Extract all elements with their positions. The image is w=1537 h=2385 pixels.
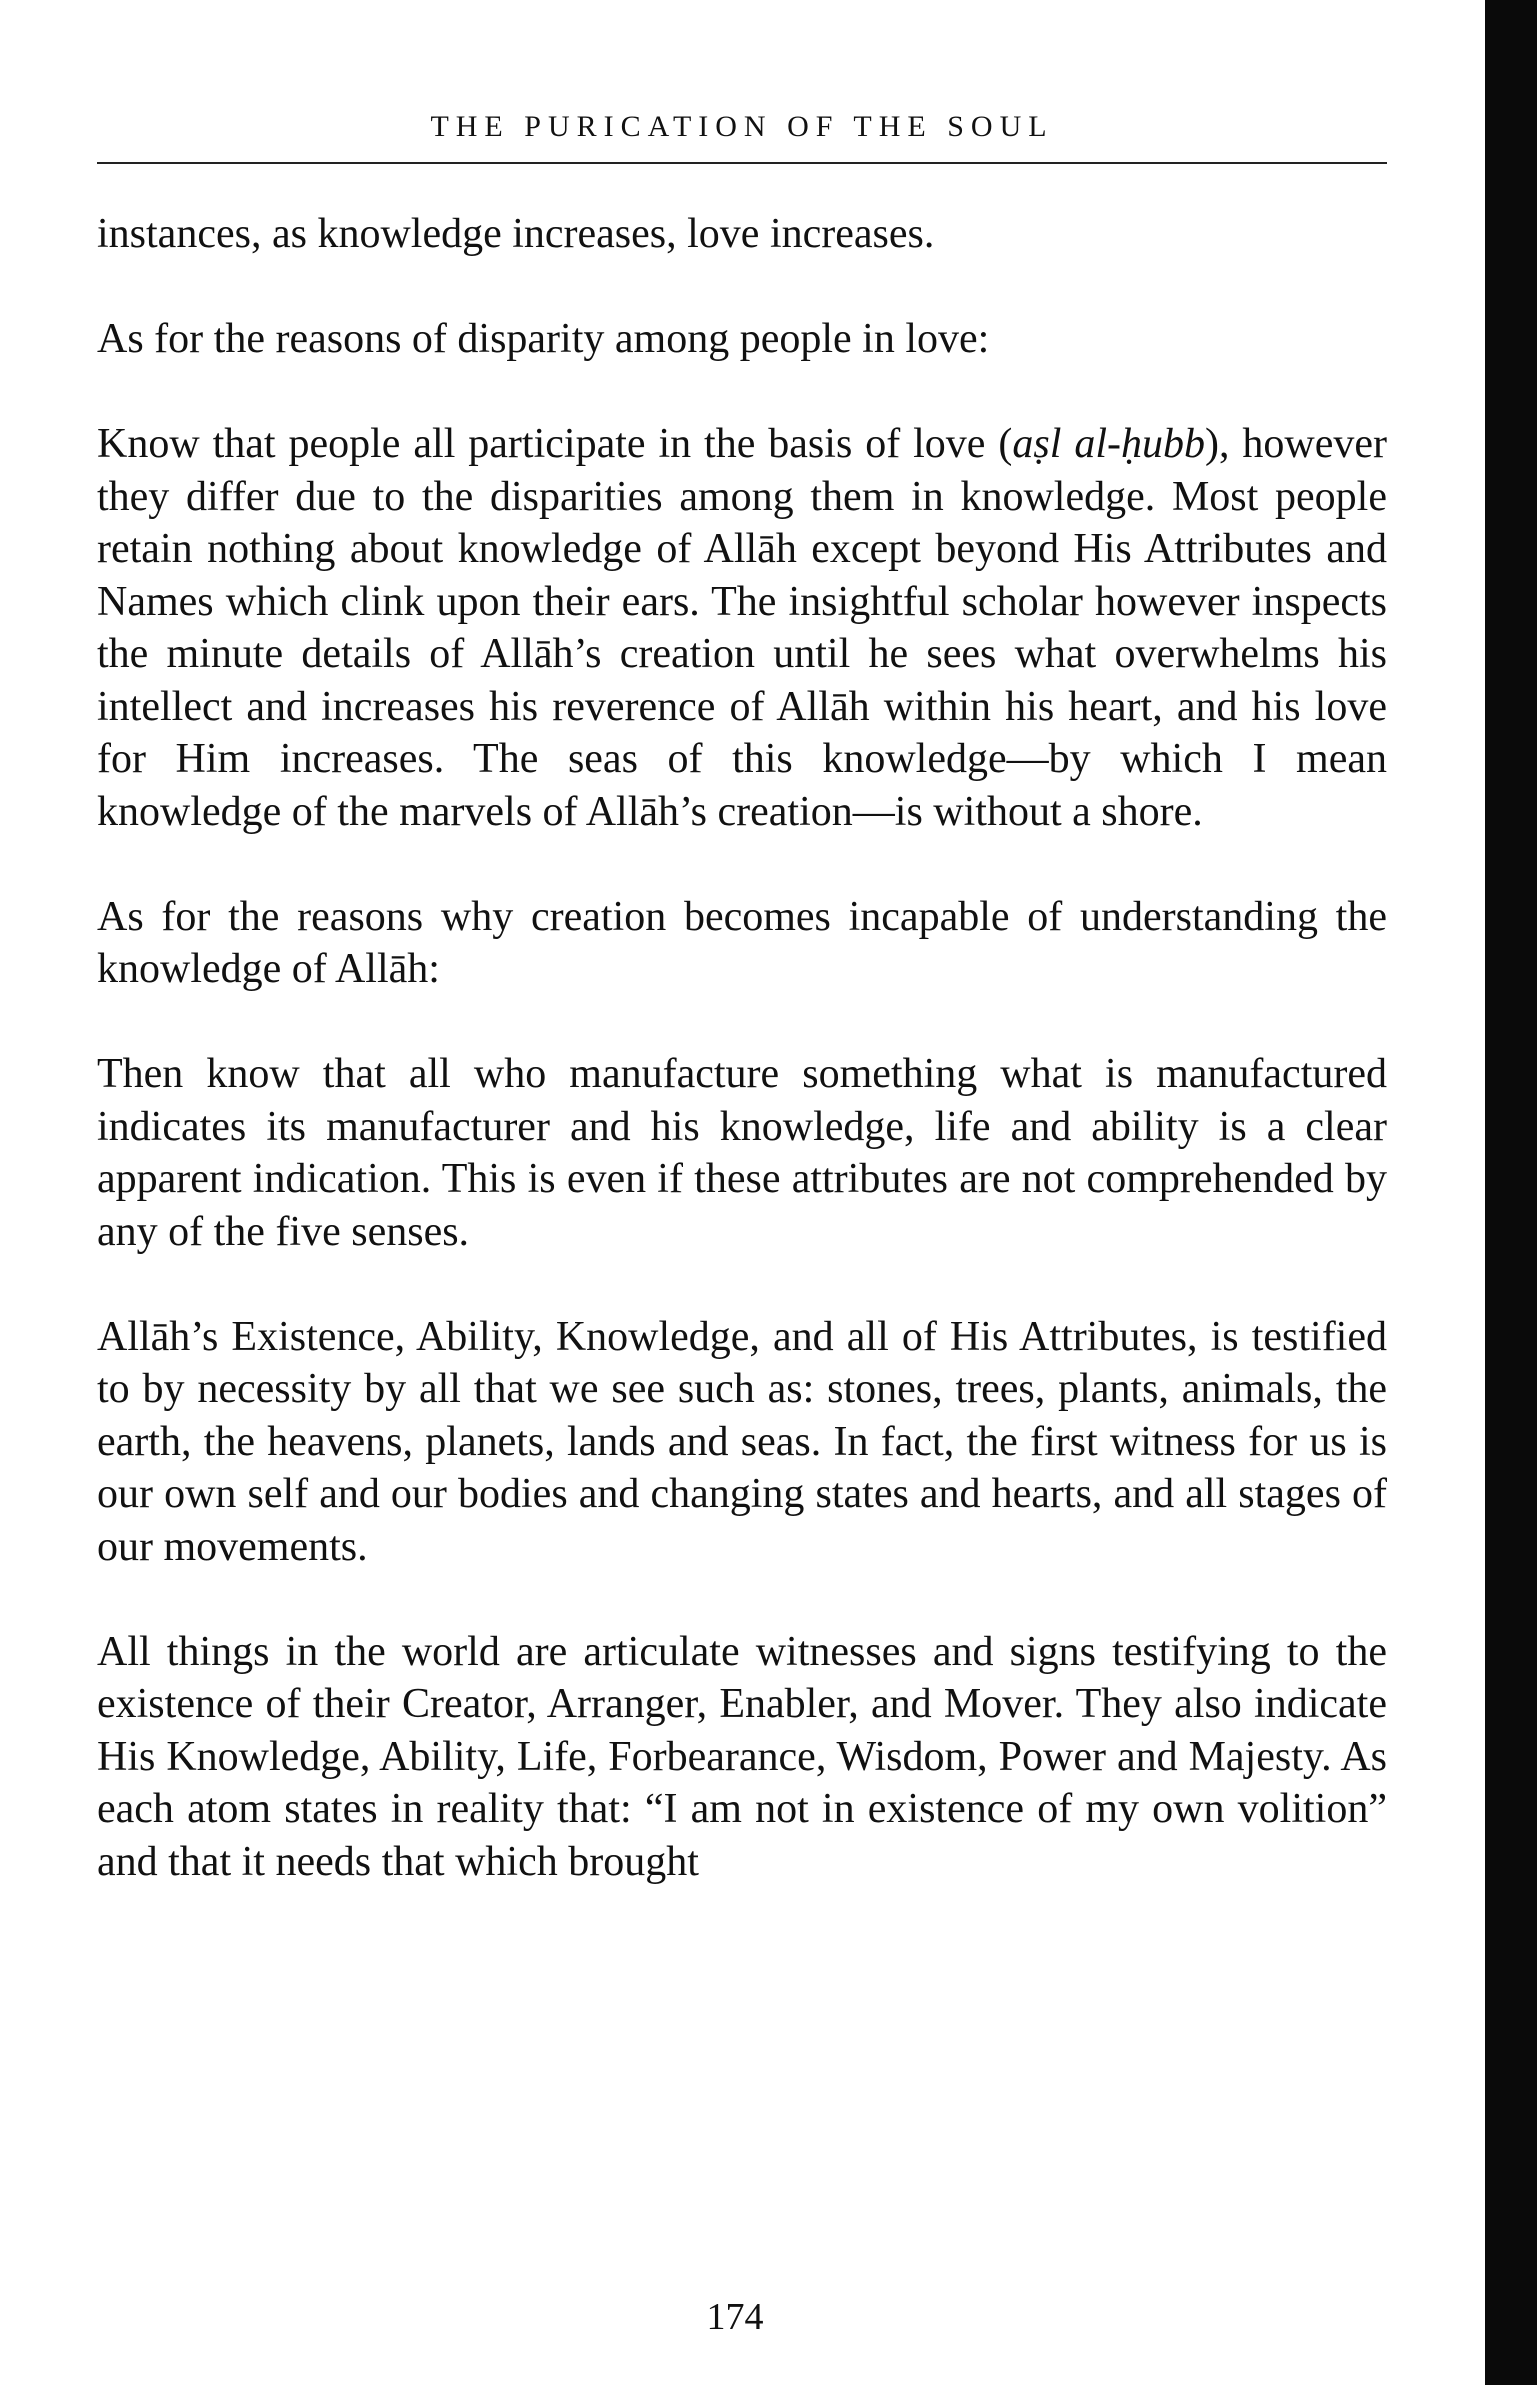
paragraph-text: Allāh’s Existence, Ability, Knowledge, and all of His Attributes, is testified to by necessity by all that we see such as: stones, trees, plants, animals, the earth, the heavens, planets, lands and seas. In fact, the first witness for us is our own self and our bodies and changing states and hearts, and all stages of our movements. [97,1313,1387,1570]
paragraph-7 [97,1626,1387,1889]
paragraph-5 [97,1048,1387,1258]
paragraph-3 [97,418,1387,838]
paragraph-2 [97,313,1387,366]
paragraph-1 [97,208,1387,261]
transliteration-term: aṣl al-ḥubb [1012,421,1205,467]
book-spine-shadow [1485,0,1537,2385]
paragraph-text: As for the reasons why creation becomes incapable of understanding the knowledge of Allāh: [97,893,1387,992]
paragraph-text: All things in the world are articulate witnesses and signs testifying to the existence of their Creator, Arranger, Enabler, and Mover. They also indicate His Knowledge, Ability, Life, Forbearance, Wisdom, Power and Majesty. As each atom states in reality that: “I am not in existence of my own volition” and that it needs that which brought [97,1628,1387,1885]
paragraph-text: ), however they differ due to the disparities among them in knowledge. Most people retain nothing about knowledge of Allāh except beyond His Attributes and Names which clink upon their ears. The insightful scholar however inspects the minute details of Allāh’s creation until he sees what overwhelms his intellect and increases his reverence of Allāh within his heart, and his love for Him increases. The seas of this knowledge—by which I mean knowledge of the marvels of Allāh’s creation—is without a shore. [97,421,1388,835]
paragraph-6 [97,1311,1387,1574]
paragraph-text: Then know that all who manufacture something what is manufactured indicates its manufacturer and his knowledge, life and ability is a clear apparent indication. This is even if these attributes are not comprehended by any of the five senses. [97,1051,1387,1255]
running-head: THE PURICATION OF THE SOUL [430,110,1054,143]
paragraph-text: As for the reasons of disparity among people in love: [97,316,990,362]
body-text [97,208,1387,1941]
page-number: 174 [706,2296,764,2338]
header-rule [97,162,1387,164]
paragraph-text: Know that people all participate in the basis of love ( [97,421,1013,467]
paragraph-4 [97,891,1387,996]
paragraph-text: instances, as knowledge increases, love increases. [97,211,935,257]
